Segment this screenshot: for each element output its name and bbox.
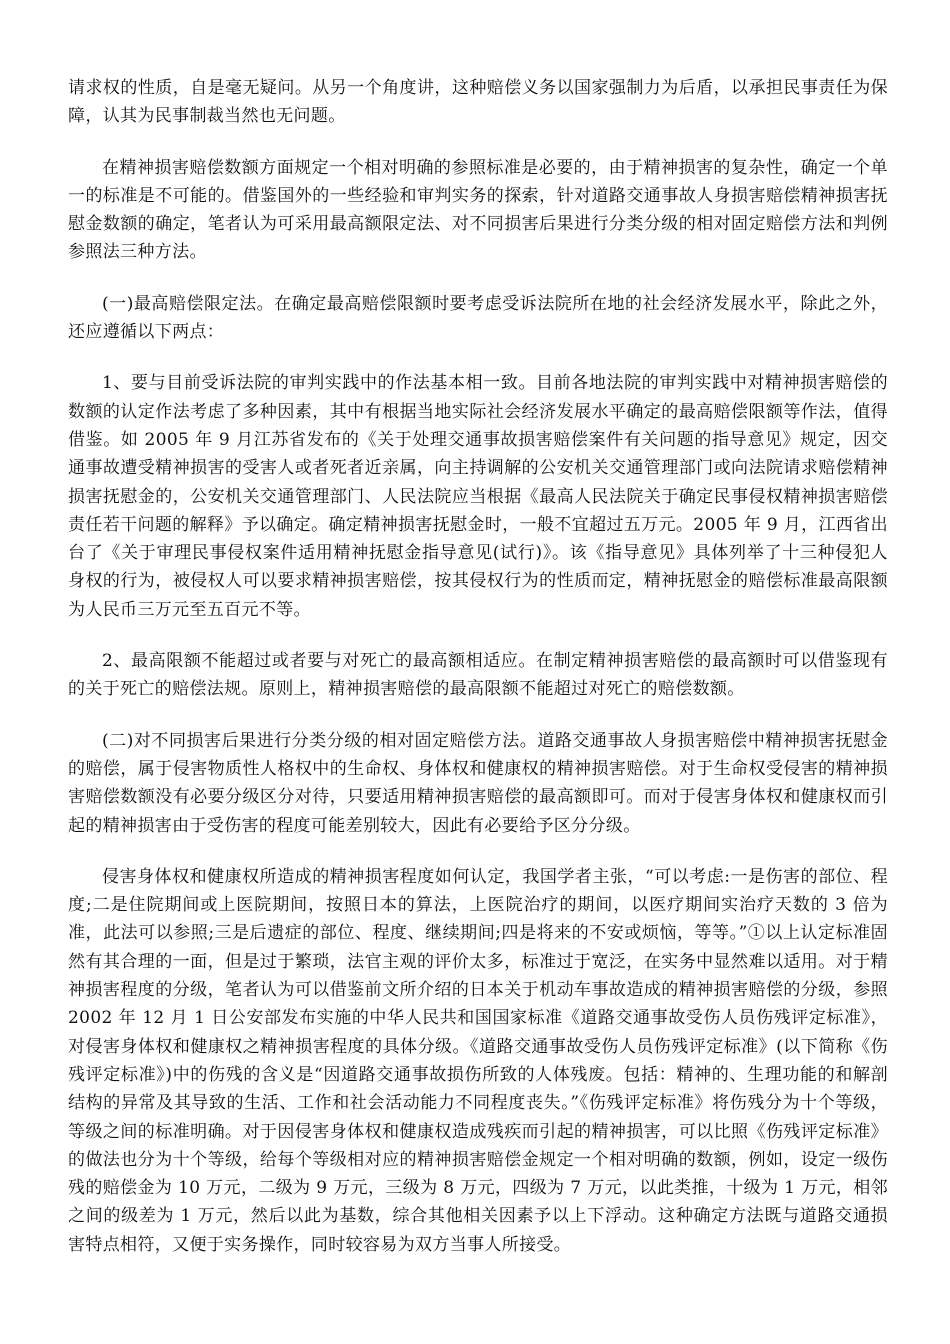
paragraph-method-two: (二)对不同损害后果进行分类分级的相对固定赔偿方法。道路交通事故人身损害赔偿中精神损害抚慰金的赔偿，属于侵害物质性人格权中的生命权、身体权和健康权的精神损害赔偿。对于生命权受侵害的精神损害赔偿数额没有必要分级区分对待，只要适用精神损害赔偿的最高额即可。而对于侵害身体权和健康权而引起的精神损害由于受伤害的程度可能差别较大，因此有必要给予区分分级。 — [68, 730, 888, 836]
paragraph-intro-standards: 在精神损害赔偿数额方面规定一个相对明确的参照标准是必要的，由于精神损害的复杂性，确定一个单一的标准是不可能的。借鉴国外的一些经验和审判实务的探索，针对道路交通事故人身损害赔偿精神损害抚慰金数额的确定，笔者认为可采用最高额限定法、对不同损害后果进行分类分级的相对固定赔偿方法和判例参照法三种方法。 — [68, 157, 888, 263]
document-body — [68, 74, 888, 1282]
paragraph-point-two: 2、最高限额不能超过或者要与对死亡的最高额相适应。在制定精神损害赔偿的最高额时可以借鉴现有的关于死亡的赔偿法规。原则上，精神损害赔偿的最高限额不能超过对死亡的赔偿数额。 — [68, 651, 888, 700]
paragraph-continuation: 请求权的性质，自是毫无疑问。从另一个角度讲，这种赔偿义务以国家强制力为后盾，以承担民事责任为保障，认其为民事制裁当然也无问题。 — [68, 78, 888, 127]
paragraph-point-one: 1、要与目前受诉法院的审判实践中的作法基本相一致。目前各地法院的审判实践中对精神损害赔偿的数额的认定作法考虑了多种因素，其中有根据当地实际社会经济发展水平确定的最高赔偿限额等作法，值得借鉴。如 2005 年 9 月江苏省发布的《关于处理交通事故损害赔偿案件有关问题的指导意见》规定，因交通事故遭受精神损害的受害人或者死者近亲属，向主持调解的公安机关交通管理部门或向法院请求赔偿精神损害抚慰金的，公安机关交通管理部门、人民法院应当根据《最高人民法院关于确定民事侵权精神损害赔偿责任若干问题的解释》予以确定。确定精神损害抚慰金时，一般不宜超过五万元。2005 年 9 月，江西省出台了《关于审理民事侵权案件适用精神抚慰金指导意见(试行)》。该《指导意见》具体列举了十三种侵犯人身权的行为，被侵权人可以要求精神损害赔偿，按其侵权行为的性质而定，精神抚慰金的赔偿标准最高限额为人民币三万元至五百元不等。 — [68, 373, 888, 620]
paragraph-injury-grading: 侵害身体权和健康权所造成的精神损害程度如何认定，我国学者主张，“可以考虑:一是伤害的部位、程度;二是住院期间或上医院期间，按照日本的算法，上医院治疗的期间，以医疗期间实治疗天数的 3 倍为准，此法可以参照;三是后遗症的部位、程度、继续期间;四是将来的不安或烦恼，等等。”①以上认定标准固然有其合理的一面，但是过于繁琐，法官主观的评价太多，标准过于宽泛，在实务中显然难以适用。对于精神损害程度的分级，笔者认为可以借鉴前文所介绍的日本关于机动车事故造成的精神损害赔偿的分级，参照 2002 年 12 月 1 日公安部发布实施的中华人民共和国国家标准《道路交通事故受伤人员伤残评定标准》，对侵害身体权和健康权之精神损害程度的具体分级。《道路交通事故受伤人员伤残评定标准》(以下简称《伤残评定标准》)中的伤残的含义是“因道路交通事故损伤所致的人体残废。包括：精神的、生理功能的和解剖结构的异常及其导致的生活、工作和社会活动能力不同程度丧失。”《伤残评定标准》将伤残分为十个等级，等级之间的标准明确。对于因侵害身体权和健康权造成残疾而引起的精神损害，可以比照《伤残评定标准》的做法也分为十个等级，给每个等级相对应的精神损害赔偿金规定一个相对明确的数额，例如，设定一级伤残的赔偿金为 10 万元，二级为 9 万元，三级为 8 万元，四级为 7 万元，以此类推，十级为 1 万元，相邻之间的级差为 1 万元，然后以此为基数，综合其他相关因素予以上下浮动。这种确定方法既与道路交通损害特点相符，又便于实务操作，同时较容易为双方当事人所接受。 — [68, 866, 889, 1255]
paragraph-method-one-heading: (一)最高赔偿限定法。在确定最高赔偿限额时要考虑受诉法院所在地的社会经济发展水平，除此之外，还应遵循以下两点： — [68, 293, 888, 343]
